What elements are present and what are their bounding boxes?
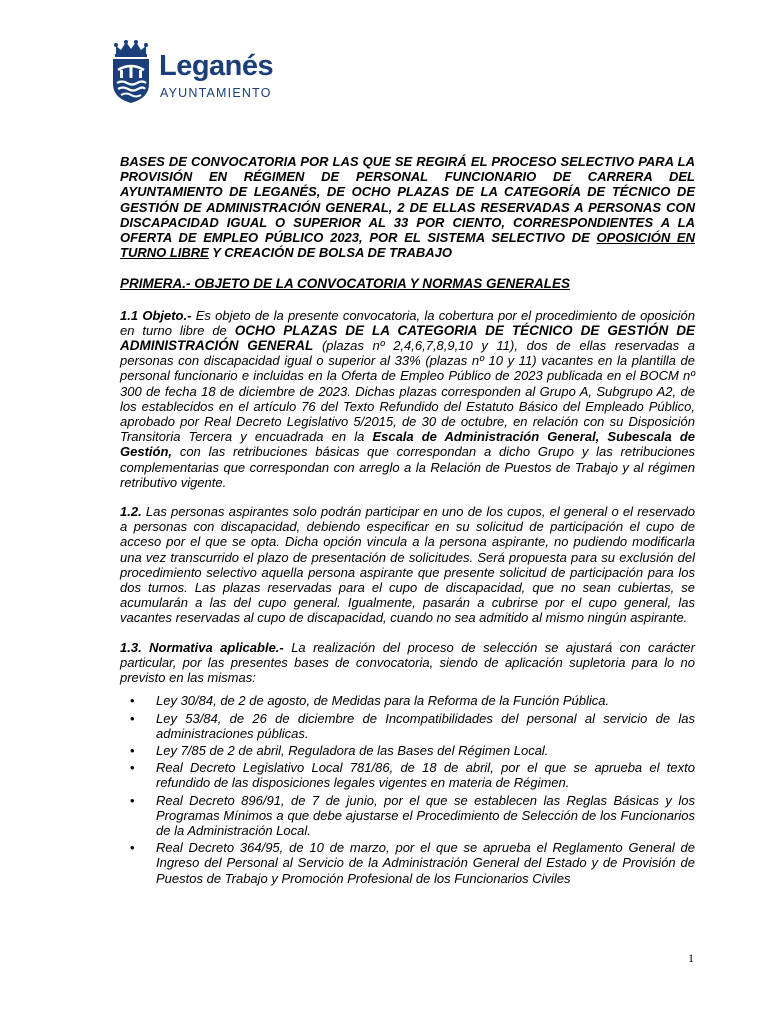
paragraph-1-1-text1: Es objeto de la presente convocatoria, la cobertura por el procedimiento de oposición en turno libre de [120, 307, 695, 338]
norm-text: Ley 30/84, de 2 de agosto, de Medidas para la Reforma de la Función Pública. [156, 693, 610, 709]
norm-text: Real Decreto 896/91, de 7 de junio, por el que se establecen las Reglas Básicas y los Programas Mínimos a que debe ajustarse el Procedimiento de Selección de los Funcionarios de la Administración Local. [156, 792, 695, 838]
section-heading-primera: PRIMERA.- OBJETO DE LA CONVOCATORIA Y NORMAS GENERALES [120, 276, 571, 292]
page-number: 1 [688, 951, 694, 965]
norm-text: Real Decreto 364/95, de 10 de marzo, por el que se aprueba el Reglamento General de Ingreso del Personal al Servicio de la Administración General del Estado y de Provisión de Puestos de Trabajo y Promoción Profesional de los Funcionarios Civiles [156, 840, 695, 886]
list-item [120, 760, 695, 790]
title-text-part1: BASES DE CONVOCATORIA POR LAS QUE SE REGIRÁ EL PROCESO SELECTIVO PARA LA PROVISIÓN EN RÉGIMEN DE PERSONAL FUNCIONARIO DE CARRERA DEL AYUNTAMIENTO DE LEGANÉS, DE OCHO PLAZAS DE LA CATEGORÍA DE TÉCNICO DE GESTIÓN DE ADMINISTRACIÓN GENERAL, 2 DE ELLAS RESERVADAS A PERSONAS CON DISCAPACIDAD IGUAL O SUPERIOR AL 33 POR CIENTO, CORRESPONDIENTES A LA OFERTA DE EMPLEO PÚBLICO 2023, POR EL SISTEMA SELECTIVO DE [120, 154, 695, 246]
list-item [120, 743, 695, 758]
paragraph-1-3-text: La realización del proceso de selección se ajustará con carácter particular, por las presentes bases de convocatoria, siendo de aplicación supletoria para lo no previsto en las mismas: [120, 639, 695, 686]
logo-subtitle: AYUNTAMIENTO [160, 86, 272, 100]
bullet-icon: • [130, 693, 135, 709]
paragraph-1-1-text2: (plazas nº 2,4,6,7,8,9,10 y 11), dos de ellas reservadas a personas con discapacidad igual o superior al 33% (plazas nº 10 y 11) vacantes en la plantilla de personal funcionario e incluidas en la Oferta de Empleo Público de 2023 publicada en el BOCM nº 300 de fecha 18 de diciembre de 2023. Dichas plazas corresponden al Grupo A, Subgrupo A2, de los establecidos en el artículo 76 del Texto Refundido del Estatuto Básico del Empleado Público, aprobado por Real Decreto Legislativo 5/2015, de 30 de octubre, en relación con su Disposición Transitoria Tercera y encuadrada en la [120, 338, 695, 445]
norm-text: Real Decreto Legislativo Local 781/86, de 18 de abril, por el que se aprueba el texto refundido de las disposiciones legales vigentes en materia de Régimen. [156, 760, 695, 791]
bullet-icon: • [130, 840, 135, 856]
list-item [120, 693, 695, 708]
paragraph-1-1 [120, 308, 695, 490]
list-item [120, 793, 695, 839]
bullet-icon: • [130, 742, 135, 758]
title-underlined-text: OPOSICIÓN EN TURNO LIBRE [120, 230, 695, 261]
paragraph-1-1-label: 1.1 Objeto.- [120, 307, 192, 323]
title-text-part2: Y CREACIÓN DE BOLSA DE TRABAJO [208, 245, 453, 261]
paragraph-1-2-text: Las personas aspirantes solo podrán participar en uno de los cupos, el general o el reservado a personas con discapacidad, debiendo especificar en su solicitud de participación el cupo de acceso por el que se opta. Dicha opción vincula a la persona aspirante, no pudiendo modificarla una vez transcurrido el plazo de presentación de solicitudes. Será propuesta para su exclusión del procedimiento selectivo aquella persona aspirante que presente solicitud de participación para los dos turnos. Las plazas reservadas para el cupo de discapacidad, que no sean cubiertas, se acumularán a las del cupo general. Igualmente, pasarán a cubrirse por el cupo general, las vacantes reservadas al cupo de discapacidad, cuando no sea admitido al mismo ningún aspirante. [120, 504, 695, 626]
bullet-icon: • [130, 710, 135, 726]
logo-city-name: Leganés [159, 50, 274, 82]
norm-text: Ley 7/85 de 2 de abril, Reguladora de las Bases del Régimen Local. [156, 742, 549, 758]
document-title [120, 154, 695, 260]
paragraph-1-3 [120, 640, 695, 686]
paragraph-1-1-text3: con las retribuciones básicas que correspondan a dicho Grupo y las retribuciones complementarias que correspondan con arreglo a la Relación de Puestos de Trabajo y al régimen retributivo vigente. [120, 444, 695, 490]
document-body [120, 154, 695, 888]
paragraph-1-2-label: 1.2. [120, 504, 142, 520]
list-item [120, 711, 695, 741]
paragraph-1-1-bold1: OCHO PLAZAS DE LA CATEGORIA DE TÉCNICO DE GESTIÓN DE ADMINISTRACIÓN GENERAL [120, 322, 695, 354]
paragraph-1-1-bold2: Escala de Administración General, Subescala de Gestión, [120, 429, 695, 460]
paragraph-1-2 [120, 504, 695, 626]
bullet-icon: • [130, 760, 135, 776]
list-item [120, 840, 695, 886]
leganes-logo [110, 40, 280, 106]
paragraph-1-3-label: 1.3. Normativa aplicable.- [120, 639, 284, 655]
norm-text: Ley 53/84, de 26 de diciembre de Incompatibilidades del personal al servicio de las administraciones públicas. [156, 710, 695, 741]
norms-list [120, 693, 695, 885]
city-crest-icon [110, 40, 152, 104]
bullet-icon: • [130, 792, 135, 808]
